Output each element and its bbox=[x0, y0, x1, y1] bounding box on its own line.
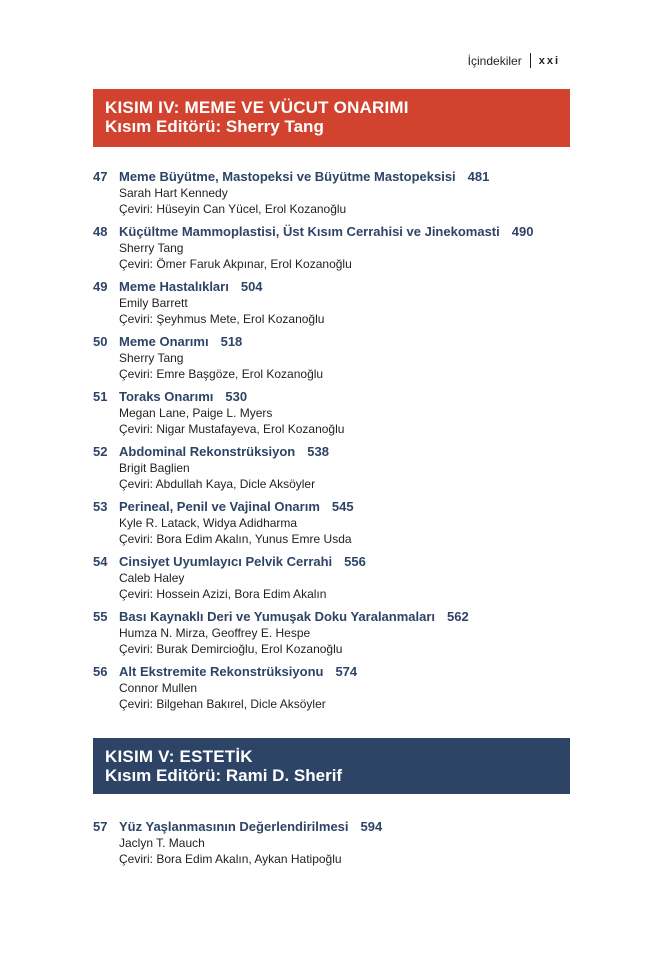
chapter-authors: Jaclyn T. Mauch bbox=[119, 836, 205, 850]
chapter-number: 47 bbox=[93, 169, 108, 184]
chapter-title-text: Abdominal Rekonstrüksiyon bbox=[119, 444, 296, 459]
chapter-translators: Çeviri: Ömer Faruk Akpınar, Erol Kozanoğlu bbox=[119, 257, 352, 271]
chapter-page: 574 bbox=[335, 664, 358, 679]
part-iv-banner bbox=[93, 89, 570, 147]
part-v-chapter-list bbox=[93, 818, 583, 873]
chapter-authors: Connor Mullen bbox=[119, 681, 198, 695]
chapter-number: 57 bbox=[93, 819, 108, 834]
chapter-title[interactable] bbox=[119, 818, 583, 835]
chapter-title-text: Küçültme Mammoplastisi, Üst Kısım Cerrahisi ve Jinekomasti bbox=[119, 224, 500, 239]
chapter-entry[interactable] bbox=[93, 278, 583, 327]
chapter-title-text: Yüz Yaşlanmasının Değerlendirilmesi bbox=[119, 819, 349, 834]
chapter-page: 556 bbox=[344, 554, 366, 569]
chapter-title[interactable] bbox=[119, 663, 583, 680]
header-divider bbox=[530, 53, 531, 68]
chapter-authors: Humza N. Mirza, Geoffrey E. Hespe bbox=[119, 626, 311, 640]
chapter-page: 562 bbox=[447, 609, 469, 624]
chapter-authors: Emily Barrett bbox=[119, 296, 188, 310]
chapter-page: 530 bbox=[225, 389, 248, 404]
chapter-title[interactable] bbox=[119, 223, 583, 240]
chapter-number: 49 bbox=[93, 279, 108, 294]
chapter-title[interactable] bbox=[119, 388, 583, 405]
chapter-title-text: Cinsiyet Uyumlayıcı Pelvik Cerrahi bbox=[119, 554, 333, 569]
chapter-entry[interactable] bbox=[93, 608, 583, 657]
chapter-entry[interactable] bbox=[93, 168, 583, 217]
chapter-title-text: Perineal, Penil ve Vajinal Onarım bbox=[119, 499, 320, 514]
chapter-page: 481 bbox=[467, 169, 490, 184]
chapter-translators: Çeviri: Bora Edim Akalın, Yunus Emre Usda bbox=[119, 532, 352, 546]
chapter-title[interactable] bbox=[119, 278, 583, 295]
section-label: İçindekiler bbox=[467, 53, 522, 68]
chapter-number: 55 bbox=[93, 609, 108, 624]
chapter-authors: Kyle R. Latack, Widya Adidharma bbox=[119, 516, 298, 530]
chapter-title-text: Alt Ekstremite Rekonstrüksiyonu bbox=[119, 664, 324, 679]
chapter-authors: Sarah Hart Kennedy bbox=[119, 186, 228, 200]
page-number: xxi bbox=[538, 54, 560, 67]
chapter-translators: Çeviri: Bilgehan Bakırel, Dicle Aksöyler bbox=[119, 697, 326, 711]
chapter-entry[interactable] bbox=[93, 818, 583, 867]
chapter-entry[interactable] bbox=[93, 443, 583, 492]
part-editor: Kısım Editörü: Rami D. Sherif bbox=[105, 766, 343, 785]
chapter-number: 50 bbox=[93, 334, 108, 349]
chapter-title[interactable] bbox=[119, 443, 583, 460]
part-editor: Kısım Editörü: Sherry Tang bbox=[105, 117, 324, 136]
chapter-page: 490 bbox=[511, 224, 534, 239]
chapter-entry[interactable] bbox=[93, 223, 583, 272]
part-v-banner bbox=[93, 738, 570, 794]
chapter-title[interactable] bbox=[119, 553, 583, 570]
chapter-translators: Çeviri: Hossein Azizi, Bora Edim Akalın bbox=[119, 587, 327, 601]
chapter-authors: Caleb Haley bbox=[119, 571, 185, 585]
chapter-title-text: Toraks Onarımı bbox=[119, 389, 214, 404]
chapter-entry[interactable] bbox=[93, 553, 583, 602]
chapter-translators: Çeviri: Nigar Mustafayeva, Erol Kozanoğlu bbox=[119, 422, 345, 436]
chapter-translators: Çeviri: Abdullah Kaya, Dicle Aksöyler bbox=[119, 477, 316, 491]
chapter-entry[interactable] bbox=[93, 388, 583, 437]
chapter-page: 504 bbox=[240, 279, 263, 294]
chapter-number: 54 bbox=[93, 554, 108, 569]
chapter-translators: Çeviri: Şeyhmus Mete, Erol Kozanoğlu bbox=[119, 312, 325, 326]
chapter-number: 48 bbox=[93, 224, 108, 239]
chapter-page: 538 bbox=[307, 444, 329, 459]
chapter-title[interactable] bbox=[119, 608, 583, 625]
chapter-entry[interactable] bbox=[93, 663, 583, 712]
part-title: KISIM V: ESTETİK bbox=[105, 747, 253, 766]
chapter-entry[interactable] bbox=[93, 333, 583, 382]
chapter-authors: Sherry Tang bbox=[119, 241, 184, 255]
chapter-page: 518 bbox=[220, 334, 243, 349]
chapter-number: 56 bbox=[93, 664, 108, 679]
chapter-authors: Sherry Tang bbox=[119, 351, 184, 365]
chapter-title[interactable] bbox=[119, 333, 583, 350]
chapter-number: 52 bbox=[93, 444, 108, 459]
chapter-translators: Çeviri: Emre Başgöze, Erol Kozanoğlu bbox=[119, 367, 324, 381]
part-title: KISIM IV: MEME VE VÜCUT ONARIMI bbox=[105, 98, 409, 117]
chapter-number: 51 bbox=[93, 389, 108, 404]
chapter-entry[interactable] bbox=[93, 498, 583, 547]
chapter-page: 594 bbox=[360, 819, 383, 834]
chapter-title-text: Meme Hastalıkları bbox=[119, 279, 229, 294]
chapter-number: 53 bbox=[93, 499, 108, 514]
part-iv-chapter-list bbox=[93, 168, 583, 718]
chapter-translators: Çeviri: Bora Edim Akalın, Aykan Hatipoğlu bbox=[119, 852, 342, 866]
chapter-translators: Çeviri: Hüseyin Can Yücel, Erol Kozanoğlu bbox=[119, 202, 347, 216]
chapter-title[interactable] bbox=[119, 498, 583, 515]
running-header bbox=[468, 53, 560, 68]
chapter-title-text: Meme Büyütme, Mastopeksi ve Büyütme Mastopeksisi bbox=[119, 169, 456, 184]
chapter-title-text: Meme Onarımı bbox=[119, 334, 209, 349]
chapter-title-text: Bası Kaynaklı Deri ve Yumuşak Doku Yaralanmaları bbox=[119, 609, 436, 624]
chapter-page: 545 bbox=[331, 499, 354, 514]
chapter-authors: Brigit Baglien bbox=[119, 461, 190, 475]
chapter-title[interactable] bbox=[119, 168, 583, 185]
chapter-authors: Megan Lane, Paige L. Myers bbox=[119, 406, 273, 420]
chapter-translators: Çeviri: Burak Demircioğlu, Erol Kozanoğlu bbox=[119, 642, 343, 656]
